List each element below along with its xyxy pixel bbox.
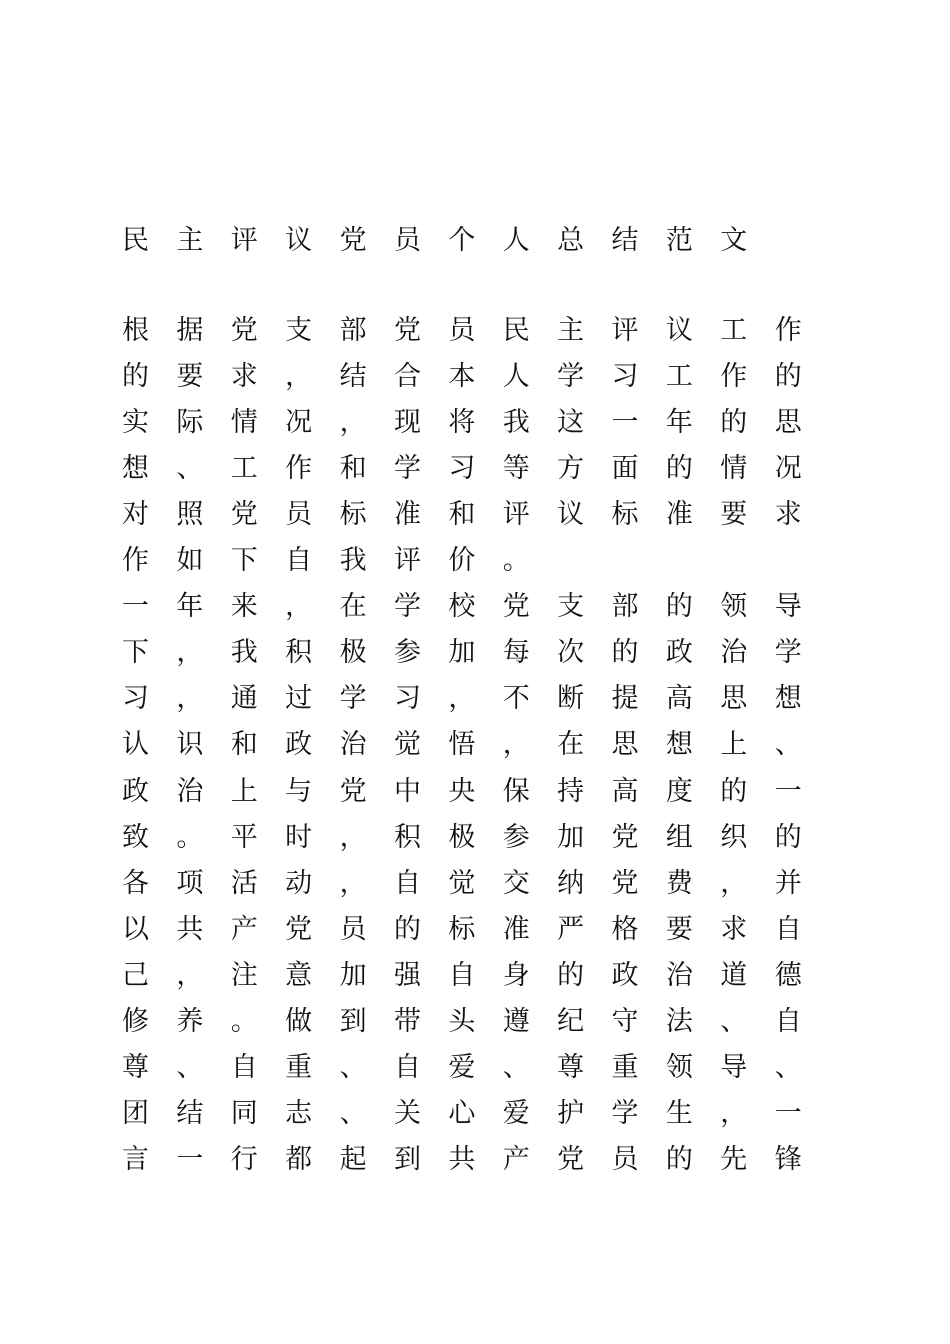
body-line: 政 治 上 与 党 中 央 保 持 高 度 的 一 <box>122 776 802 807</box>
body-line: 各 项 活 动 ， 自 觉 交 纳 党 费 ， 并 <box>122 868 802 899</box>
body-line: 根 据 党 支 部 党 员 民 主 评 议 工 作 <box>122 315 802 346</box>
body-line: 实 际 情 况 ， 现 将 我 这 一 年 的 思 <box>122 407 802 438</box>
body-line: 认 识 和 政 治 觉 悟 ， 在 思 想 上 、 <box>122 729 802 760</box>
body-line: 习 ， 通 过 学 习 ， 不 断 提 高 思 想 <box>122 683 802 714</box>
body-line: 作 如 下 自 我 评 价 。 <box>122 545 530 576</box>
body-line: 对 照 党 员 标 准 和 评 议 标 准 要 求 <box>122 499 802 530</box>
body-line: 己 ， 注 意 加 强 自 身 的 政 治 道 德 <box>122 960 802 991</box>
body-line: 的 要 求 ， 结 合 本 人 学 习 工 作 的 <box>122 361 802 392</box>
body-line: 团 结 同 志 、 关 心 爱 护 学 生 ， 一 <box>122 1098 802 1129</box>
body-line: 下 ， 我 积 极 参 加 每 次 的 政 治 学 <box>122 637 802 668</box>
body-line: 一 年 来 ， 在 学 校 党 支 部 的 领 导 <box>122 591 802 622</box>
body-line: 修 养 。 做 到 带 头 遵 纪 守 法 、 自 <box>122 1006 802 1037</box>
body-line: 想 、 工 作 和 学 习 等 方 面 的 情 况 <box>122 453 802 484</box>
body-line: 尊 、 自 重 、 自 爱 、 尊 重 领 导 、 <box>122 1052 802 1083</box>
body-line: 言 一 行 都 起 到 共 产 党 员 的 先 锋 <box>122 1144 802 1175</box>
body-line: 以 共 产 党 员 的 标 准 严 格 要 求 自 <box>122 914 802 945</box>
body-line: 致 。 平 时 ， 积 极 参 加 党 组 织 的 <box>122 822 802 853</box>
document-title: 民 主 评 议 党 员 个 人 总 结 范 文 <box>122 225 748 256</box>
